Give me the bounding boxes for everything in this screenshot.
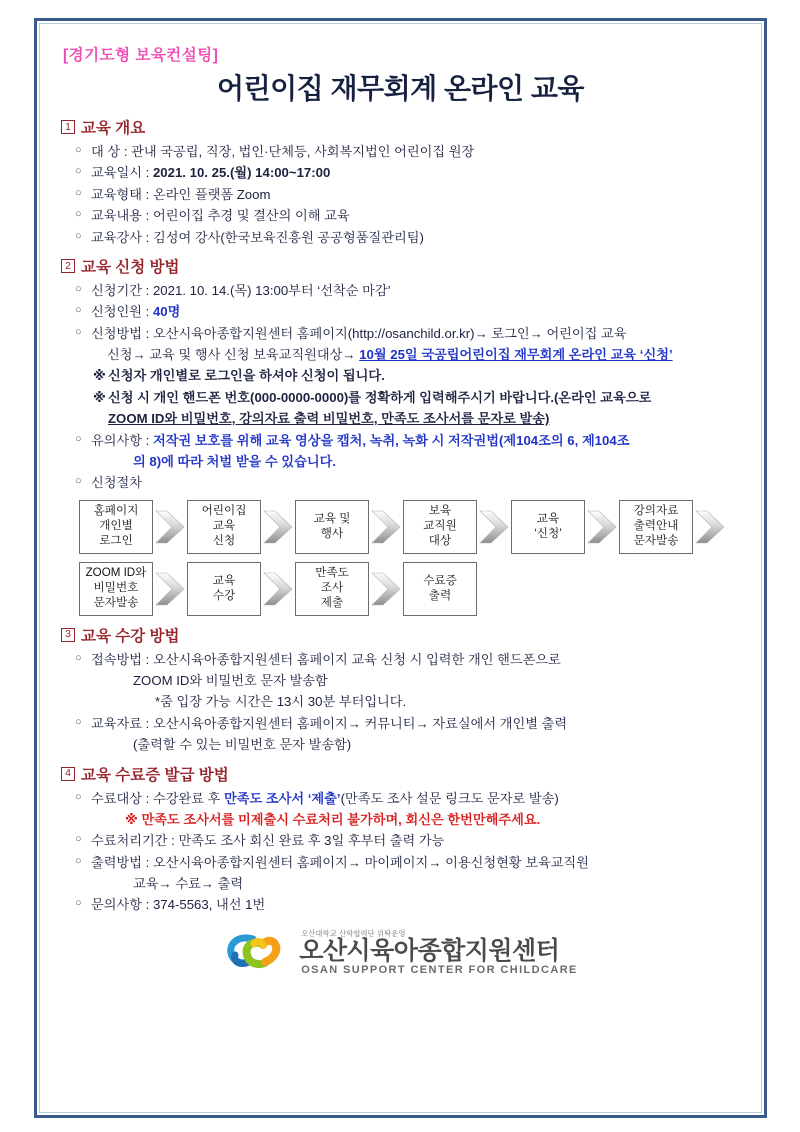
apply-link[interactable]: 10월 25일 국공립어린이집 재무회계 온라인 교육 ‘신청’ [359, 347, 673, 362]
target-post: (만족도 조사 설문 링크도 문자로 발송) [340, 790, 559, 806]
flow-step-line: 대상 [428, 534, 452, 548]
section-title-4: 교육 수료증 발급 방법 [81, 766, 229, 784]
flow-step [187, 500, 261, 554]
flow-step-line: 교육 [212, 573, 236, 587]
list-item [75, 788, 742, 809]
item-label: 접속방법 [91, 651, 142, 667]
item-text: 신청방법 : 오산시육아종합지원센터 홈페이지(http://osanchild.or.kr)→ 로그인→ 어린이집 교육 [91, 325, 627, 341]
logo-tagline: 오산대학교 산학협력단 위탁운영 [301, 928, 406, 938]
chevron-arrow-icon [261, 507, 295, 547]
section-heading-2 [61, 255, 742, 277]
section-number-3: 3 [61, 628, 75, 642]
list-item [75, 323, 742, 344]
list-item [75, 852, 742, 873]
item-text-continued: (출력할 수 있는 비밀번호 문자 발송함) [133, 737, 352, 753]
item-label: 대 상 [91, 144, 121, 159]
note-text: 신청 시 개인 핸드폰 번호(000-0000-0000)를 정확하게 입력해주시기 바랍니다.(온라인 교육으로 [108, 389, 652, 405]
list-item [75, 713, 742, 734]
item-text: 신청인원 : 40명 [91, 304, 181, 320]
flow-step-line: 조사 [320, 581, 344, 595]
flow-step [79, 500, 153, 554]
apply-period-label: 신청기간 [91, 282, 142, 298]
section-number-1: 1 [61, 120, 75, 134]
flow-step-line: 만족도 [315, 566, 349, 580]
apply-count-label: 신청인원 [91, 304, 142, 320]
flow-step-line: 교육 [536, 511, 560, 525]
item-label: 교육일시 [91, 165, 142, 181]
list-item [75, 472, 742, 493]
flow-step [403, 562, 477, 616]
flow-step [295, 500, 369, 554]
item-text: 접속방법 : 오산시육아종합지원센터 홈페이지 교육 신청 시 입력한 개인 핸드폰으로 [91, 651, 561, 667]
circle-bullet-icon: ○ [75, 282, 82, 295]
warning-text: ※ 만족도 조사서를 미제출시 수료처리 불가하며, 회신은 한번만해주세요. [125, 811, 541, 827]
list-item [75, 227, 742, 248]
circle-bullet-icon: ○ [75, 186, 82, 199]
item-label: 교육자료 [91, 715, 142, 731]
chevron-arrow-icon [153, 507, 187, 547]
section-title-2: 교육 신청 방법 [81, 258, 180, 276]
target-emphasis: 만족도 조사서 ‘제출’ [224, 790, 341, 806]
print-line1: 오산시육아종합지원센터 홈페이지→ 마이페이지→ 이용신청현황 보육교직원 [152, 854, 589, 870]
target-pre: 수강완료 후 [152, 790, 224, 806]
page-title: 어린이집 재무회계 온라인 교육 [217, 73, 584, 104]
item-text: 대 상 : 관내 국공립, 직장, 법인·단체등, 사회복지법인 어린이집 원장 [91, 141, 742, 162]
flow-step-line: 출력 [428, 588, 452, 602]
item-value: 오산시육아종합지원센터 홈페이지 교육 신청 시 입력한 개인 핸드폰으로 [152, 651, 561, 667]
caution-line2: 의 8)에 따라 처벌 받을 수 있습니다. [133, 453, 336, 469]
list-item [75, 280, 742, 301]
logo-text-block [299, 930, 578, 976]
chevron-arrow-icon [369, 507, 403, 547]
caution-label: 유의사항 [91, 432, 142, 448]
item-text: 수료대상 : 수강완료 후 만족도 조사서 ‘제출’(만족도 조사 설문 링크도 문자로 발송) [91, 790, 559, 806]
footer [59, 930, 742, 976]
item-value: 어린이집 추경 및 결산의 이해 교육 [152, 208, 350, 224]
chevron-arrow-icon [693, 507, 727, 547]
circle-bullet-icon: ○ [75, 715, 82, 728]
circle-bullet-icon: ○ [75, 165, 82, 178]
list-item [75, 184, 742, 205]
chevron-arrow-icon [369, 569, 403, 609]
list-item [75, 162, 742, 183]
chevron-arrow-icon [153, 569, 187, 609]
item-text-continued: ZOOM ID와 비밀번호 문자 발송함 [133, 673, 328, 688]
logo-name-kr: 오산시육아종합지원센터 [299, 936, 560, 965]
circle-bullet-icon: ○ [75, 833, 82, 846]
flow-step-line: 문자발송 [93, 596, 139, 610]
section-number-4: 4 [61, 767, 75, 781]
chevron-arrow-icon [477, 507, 511, 547]
list-item [75, 830, 742, 851]
flow-step-line: 신청 [212, 534, 236, 548]
procedure-label: 신청절차 [91, 475, 142, 491]
flow-step [187, 562, 261, 616]
item-text: 수료처리기간 : 만족도 조사 회신 완료 후 3일 후부터 출력 가능 [91, 833, 445, 849]
period-label: 수료처리기간 [91, 833, 168, 849]
item-value: 온라인 플랫폼 Zoom [152, 186, 271, 202]
apply-period-value: 2021. 10. 14.(목) 13:00부터 ‘선착순 마감’ [152, 282, 391, 298]
flow-step [79, 562, 153, 616]
circle-bullet-icon: ○ [75, 229, 82, 242]
asterisk-icon: ※ [93, 368, 106, 384]
circle-bullet-icon: ○ [75, 475, 82, 488]
item-label: 교육내용 [91, 208, 142, 224]
kicker-text: [경기도형 보육컨설팅] [63, 47, 219, 64]
logo-name-en: OSAN SUPPORT CENTER FOR CHILDCARE [301, 963, 578, 976]
circle-bullet-icon: ○ [75, 304, 82, 317]
flow-step-line: 출력안내 [633, 519, 679, 533]
flow-step-line: 교직원 [423, 519, 457, 533]
item-value: 오산시육아종합지원센터 홈페이지→ 커뮤니티→ 자료실에서 개인별 출력 [152, 715, 568, 731]
flow-step [403, 500, 477, 554]
circle-bullet-icon: ○ [75, 854, 82, 867]
sc-logo-icon [223, 931, 291, 975]
section-heading-3 [61, 624, 742, 646]
flow-step [511, 500, 585, 554]
circle-bullet-icon: ○ [75, 208, 82, 221]
item-value: 김성여 강사(한국보육진흥원 공공형품질관리팀) [152, 229, 424, 245]
note-text: 신청자 개인별로 로그인을 하셔야 신청이 됩니다. [108, 368, 385, 384]
item-label: 교육형태 [91, 186, 142, 202]
note-text-continued: ZOOM ID와 비밀번호, 강의자료 출력 비밀번호, 만족도 조사서를 문자로 발송) [108, 411, 550, 427]
item-label: 교육강사 [91, 229, 142, 245]
item-text: 교육일시 : 2021. 10. 25.(월) 14:00~17:00 [91, 165, 331, 181]
item-text: 신청기간 : 2021. 10. 14.(목) 13:00부터 ‘선착순 마감’ [91, 282, 391, 298]
section-heading-4 [61, 763, 742, 785]
item-text: 문의사항 : 374-5563, 내선 1번 [91, 897, 266, 913]
section-title-3: 교육 수강 방법 [81, 627, 180, 645]
flow-step-line: 제출 [320, 596, 344, 610]
item-text: 교육강사 : 김성여 강사(한국보육진흥원 공공형품질관리팀) [91, 229, 424, 245]
apply-method-line2-plain: 신청→ 교육 및 행사 신청 보육교직원대상→ [107, 347, 360, 362]
flow-step-line: 비밀번호 [93, 581, 139, 595]
item-text: 유의사항 : 저작권 보호를 위해 교육 영상을 캡처, 녹취, 녹화 시 저작권법(제104조의 6, 제104조 [91, 432, 630, 448]
contact-value: 374-5563, 내선 1번 [152, 897, 266, 913]
application-flowchart [79, 500, 742, 616]
apply-method-line1: 오산시육아종합지원센터 홈페이지(http://osanchild.or.kr)→ 로그인→ 어린이집 교육 [152, 325, 627, 341]
flow-step-line: ‘신청’ [534, 526, 562, 540]
print-label: 출력방법 [91, 854, 142, 870]
flow-step-line: 어린이집 [201, 504, 247, 518]
section-heading-1 [61, 116, 742, 138]
item-value: 관내 국공립, 직장, 법인·단체등, 사회복지법인 어린이집 원장 [131, 144, 475, 159]
flow-step-line: 강의자료 [633, 504, 679, 518]
contact-label: 문의사항 [91, 897, 142, 913]
item-value: 2021. 10. 25.(월) 14:00~17:00 [152, 165, 331, 181]
flow-step-line: 문자발송 [633, 534, 679, 548]
flow-step [295, 562, 369, 616]
item-text: 출력방법 : 오산시육아종합지원센터 홈페이지→ 마이페이지→ 이용신청현황 보육교직원 [91, 854, 589, 870]
list-item [75, 205, 742, 226]
flow-step-line: 로그인 [99, 534, 133, 548]
circle-bullet-icon: ○ [75, 790, 82, 803]
circle-bullet-icon: ○ [75, 325, 82, 338]
chevron-arrow-icon [585, 507, 619, 547]
flow-step-line: 보육 [428, 504, 452, 518]
document-frame [34, 18, 767, 1118]
circle-bullet-icon: ○ [75, 651, 82, 664]
section-number-2: 2 [61, 259, 75, 273]
period-value: 만족도 조사 회신 완료 후 3일 후부터 출력 가능 [178, 833, 445, 849]
item-text: 교육내용 : 어린이집 추경 및 결산의 이해 교육 [91, 208, 350, 224]
item-note: *줌 입장 가능 시간은 13시 30분 부터입니다. [155, 694, 407, 710]
flow-step-line: 홈페이지 [93, 504, 139, 518]
apply-method-line2 [107, 344, 742, 365]
circle-bullet-icon: ○ [75, 897, 82, 910]
print-line2: 교육→ 수료→ 출력 [133, 876, 244, 891]
caution-line1: 저작권 보호를 위해 교육 영상을 캡처, 녹취, 녹화 시 저작권법(제104조의 6, 제104조 [152, 432, 630, 448]
list-item [75, 430, 742, 451]
section-title-1: 교육 개요 [81, 120, 146, 137]
flow-step-line: 수료증 [423, 573, 457, 587]
flowchart-row-1 [79, 500, 742, 554]
list-item [75, 141, 742, 162]
flow-step-line: 행사 [320, 526, 344, 540]
note-line [93, 365, 742, 386]
list-item [75, 649, 742, 670]
list-item [75, 894, 742, 915]
target-label: 수료대상 [91, 790, 142, 806]
note-line [93, 387, 742, 408]
list-item [75, 301, 742, 322]
flow-step-line: ZOOM ID와 [85, 566, 147, 580]
flow-step-line: 교육 [212, 519, 236, 533]
chevron-arrow-icon [261, 569, 295, 609]
circle-bullet-icon: ○ [75, 432, 82, 445]
flow-step [619, 500, 693, 554]
asterisk-icon: ※ [93, 389, 106, 405]
document-content [37, 21, 764, 1115]
organization-logo [223, 930, 578, 976]
apply-count-value: 40명 [152, 304, 181, 320]
flow-step-line: 개인별 [99, 519, 133, 533]
circle-bullet-icon: ○ [75, 144, 82, 156]
flow-step-line: 수강 [212, 588, 236, 602]
apply-method-label: 신청방법 [91, 325, 142, 341]
flowchart-row-2 [79, 562, 742, 616]
item-text: 교육자료 : 오산시육아종합지원센터 홈페이지→ 커뮤니티→ 자료실에서 개인별 출력 [91, 715, 568, 731]
item-text: 교육형태 : 온라인 플랫폼 Zoom [91, 186, 271, 202]
flow-step-line: 교육 및 [313, 511, 351, 525]
